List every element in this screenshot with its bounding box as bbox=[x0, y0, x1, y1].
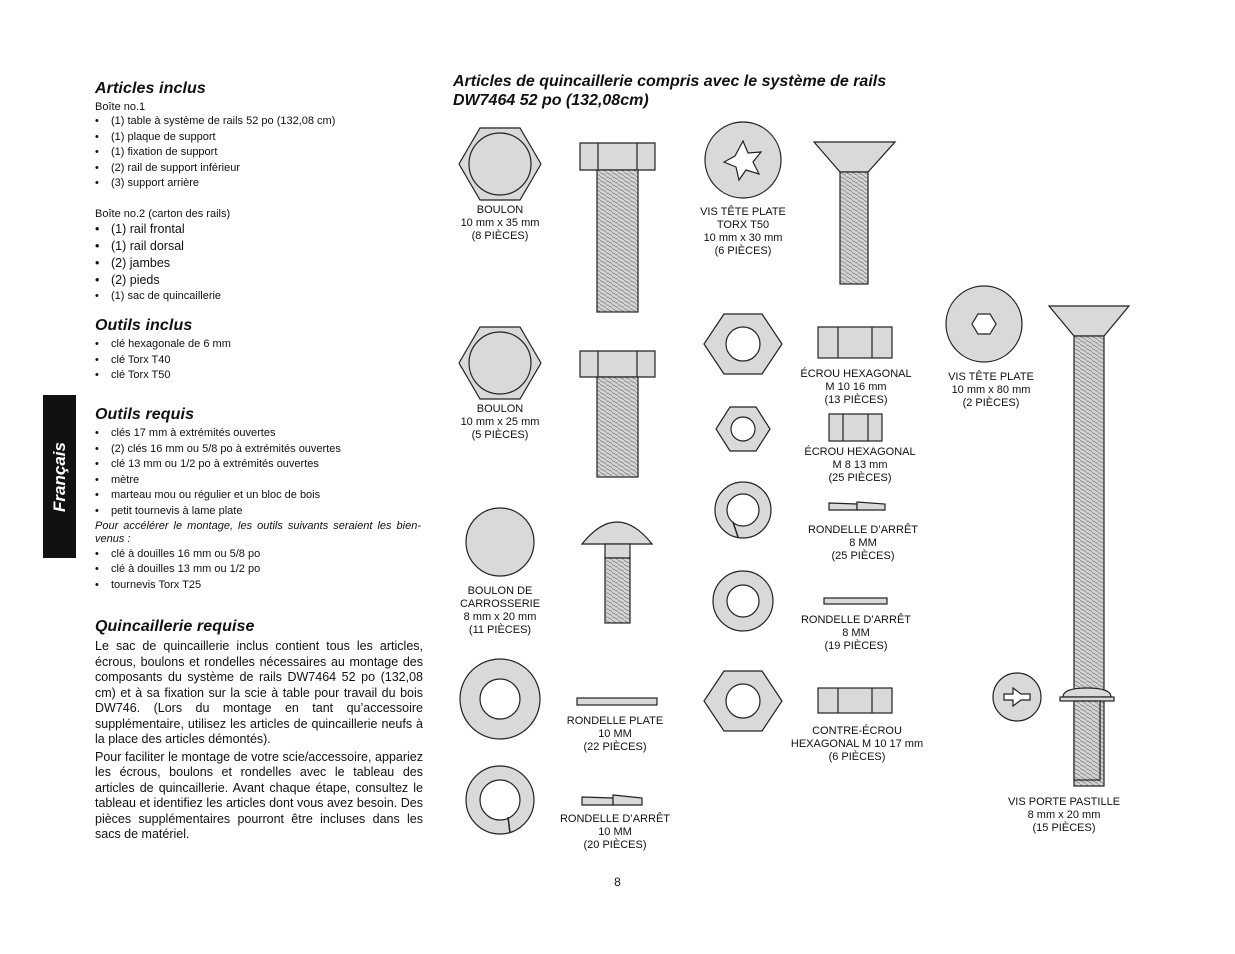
pan-side-icon bbox=[1063, 688, 1111, 697]
quincaillerie-para2: Pour faciliter le montage de votre scie/accessoire, appariez les écrous, boulons et rondelles avec le tableau des articles de quincaillerie. Avant chaque étape, consultez le tableau et identifiez les articles dont vous avez besoin. Des pièces supplémentaires pourront être incluses dans les sacs de matériel. bbox=[95, 749, 423, 841]
flat-washer-side-icon bbox=[577, 698, 657, 705]
caption-line: BOULON DE bbox=[467, 585, 533, 597]
list-item: • clé hexagonale de 6 mm bbox=[95, 337, 423, 353]
bolt35-shank-icon bbox=[597, 170, 638, 312]
caption-line: VIS PORTE PASTILLE bbox=[1007, 796, 1121, 808]
quincaillerie-title: Quincaillerie requise bbox=[95, 618, 255, 635]
caption-line: (5 PIÈCES) bbox=[471, 429, 529, 441]
caption-line: 8 MM bbox=[849, 537, 877, 549]
bolt35-head-circle bbox=[469, 133, 531, 195]
page-number: 8 bbox=[614, 875, 621, 889]
pan-caption bbox=[998, 796, 1130, 835]
caption-line: (2 PIÈCES) bbox=[962, 397, 1020, 409]
caption-line: (25 PIÈCES) bbox=[828, 472, 892, 484]
lock8b-side-icon bbox=[824, 598, 887, 604]
nut8-side-icon bbox=[829, 414, 882, 441]
carriage-side-icon bbox=[582, 522, 652, 544]
lock8b-caption bbox=[792, 614, 920, 653]
bolt25-head-circle bbox=[469, 332, 531, 394]
list-item: • (2) pieds bbox=[95, 272, 423, 289]
caption-line: (25 PIÈCES) bbox=[831, 550, 895, 562]
caption-line: CARROSSERIE bbox=[459, 598, 541, 610]
list-item: • clés 17 mm à extrémités ouvertes bbox=[95, 426, 423, 442]
torx-side-icon bbox=[814, 142, 895, 172]
caption-line: (20 PIÈCES) bbox=[583, 839, 647, 851]
box2-label: Boîte no.2 (carton des rails) bbox=[95, 207, 231, 220]
outils-requis-title: Outils requis bbox=[95, 406, 195, 423]
caption-line: RONDELLE D’ARRÊT bbox=[807, 524, 919, 536]
caption-line: 10 MM bbox=[598, 826, 632, 838]
list-item: • clé 13 mm ou 1/2 po à extrémités ouvertes bbox=[95, 457, 423, 473]
caption-line: (15 PIÈCES) bbox=[1032, 822, 1096, 834]
list-item: • marteau mou ou régulier et un bloc de bois bbox=[95, 488, 423, 504]
bolt35-side-icon bbox=[580, 143, 655, 170]
lock10-side-icon bbox=[582, 797, 613, 805]
lock8a-side-icon bbox=[829, 503, 857, 510]
list-item: • clé Torx T40 bbox=[95, 353, 423, 369]
caption-line: BOULON bbox=[476, 403, 524, 415]
caption-line: (19 PIÈCES) bbox=[824, 640, 888, 652]
list-item: • (2) rail de support inférieur bbox=[95, 161, 423, 177]
caption-line: (6 PIÈCES) bbox=[828, 751, 886, 763]
bolt25-shank-icon bbox=[597, 377, 638, 477]
language-tab-label: Français bbox=[49, 441, 69, 512]
caption-line: 10 mm x 35 mm bbox=[460, 217, 540, 229]
caption-line: ÉCROU HEXAGONAL bbox=[804, 446, 916, 458]
list-item: • clé à douilles 16 mm ou 5/8 po bbox=[95, 547, 423, 563]
caption-line: 10 mm x 30 mm bbox=[703, 232, 783, 244]
carriage-caption bbox=[446, 585, 554, 637]
caption-line: TORX T50 bbox=[716, 219, 770, 231]
caption-line: RONDELLE PLATE bbox=[566, 715, 664, 727]
list-item: • (1) sac de quincaillerie bbox=[95, 289, 423, 305]
list-item: • tournevis Torx T25 bbox=[95, 578, 423, 594]
pan-shank-icon bbox=[1074, 701, 1100, 780]
lock8a-caption bbox=[799, 524, 927, 563]
list-item: • clé à douilles 13 mm ou 1/2 po bbox=[95, 562, 423, 578]
outils-inclus-title: Outils inclus bbox=[95, 317, 193, 334]
caption-line: CONTRE-ÉCROU bbox=[812, 725, 902, 737]
nut10-caption bbox=[792, 368, 920, 407]
screw80-hex-icon bbox=[972, 314, 996, 334]
caption-line: 8 mm x 20 mm bbox=[1027, 809, 1101, 821]
articles-inclus-title: Articles inclus bbox=[95, 80, 206, 97]
nut8-hole bbox=[731, 417, 755, 441]
caption-line: 8 mm x 20 mm bbox=[463, 611, 537, 623]
torx-caption bbox=[683, 206, 803, 258]
caption-line: M 10 16 mm bbox=[825, 381, 887, 393]
caption-line: VIS TÊTE PLATE bbox=[948, 371, 1034, 383]
screw80-caption bbox=[934, 371, 1048, 410]
caption-line: 8 MM bbox=[842, 627, 870, 639]
caption-line: ÉCROU HEXAGONAL bbox=[800, 368, 912, 380]
outils-requis-note: Pour accélérer le montage, les outils suivants seraient les bien-venus : bbox=[95, 519, 421, 545]
lock10-caption bbox=[551, 813, 679, 852]
carriage-head-icon bbox=[466, 508, 534, 576]
caption-line: (13 PIÈCES) bbox=[824, 394, 888, 406]
box1-label: Boîte no.1 bbox=[95, 101, 146, 113]
torx-shank-icon bbox=[840, 172, 868, 284]
caption-line: 10 MM bbox=[598, 728, 632, 740]
caption-line: RONDELLE D’ARRÊT bbox=[800, 614, 912, 626]
bolt25-side-icon bbox=[580, 351, 655, 377]
list-item: • mètre bbox=[95, 473, 423, 489]
hardware-title-line2: DW7464 52 po (132,08cm) bbox=[453, 92, 649, 109]
carriage-shank-icon bbox=[605, 558, 630, 623]
bolt25-caption bbox=[452, 403, 548, 442]
list-item: • (1) rail frontal bbox=[95, 221, 423, 238]
bolt35-caption bbox=[452, 204, 548, 243]
list-item: • (3) support arrière bbox=[95, 176, 423, 192]
list-item: • (1) fixation de support bbox=[95, 145, 423, 161]
caption-line: (11 PIÈCES) bbox=[468, 624, 532, 636]
caption-line: HEXAGONAL M 10 17 mm bbox=[790, 738, 924, 750]
hardware-title-line1: Articles de quincaillerie compris avec le système de rails bbox=[453, 73, 887, 90]
list-item: • (1) table à système de rails 52 po (132,08 cm) bbox=[95, 114, 423, 130]
caption-line: M 8 13 mm bbox=[832, 459, 888, 471]
caption-line: BOULON bbox=[476, 204, 524, 216]
nut10-hole bbox=[726, 327, 760, 361]
list-item: • (2) jambes bbox=[95, 255, 423, 272]
list-item: • (2) clés 16 mm ou 5/8 po à extrémités ouvertes bbox=[95, 442, 423, 458]
list-item: • petit tournevis à lame plate bbox=[95, 504, 423, 520]
list-item: • (1) rail dorsal bbox=[95, 238, 423, 255]
caption-line: 10 mm x 80 mm bbox=[951, 384, 1031, 396]
caption-line: (22 PIÈCES) bbox=[583, 741, 647, 753]
list-item: • (1) plaque de support bbox=[95, 130, 423, 146]
quincaillerie-para1: Le sac de quincaillerie inclus contient tous les articles, écrous, boulons et rondelles nécessaires au montage des composants du système de rails DW7464 52 po (132,08 cm) et à sa fixation sur la scie à table pour travail du bois DW746. (Lors du montage en tant qu’accessoire supplémentaire, utilisez les articles de quincaillerie neufs à la place des articles démontés). bbox=[95, 639, 423, 746]
caption-line: (8 PIÈCES) bbox=[471, 230, 529, 242]
locknut-caption bbox=[783, 725, 931, 764]
flat-washer-caption bbox=[557, 715, 673, 754]
screw80-side-icon bbox=[1049, 306, 1129, 336]
caption-line: (6 PIÈCES) bbox=[714, 245, 772, 257]
nut8-caption bbox=[796, 446, 924, 485]
caption-line: 10 mm x 25 mm bbox=[460, 416, 540, 428]
nut10-side-icon bbox=[818, 327, 892, 358]
caption-line: RONDELLE D’ARRÊT bbox=[559, 813, 671, 825]
locknut-side-icon bbox=[818, 688, 892, 713]
caption-line: VIS TÊTE PLATE bbox=[700, 206, 786, 218]
list-item: • clé Torx T50 bbox=[95, 368, 423, 384]
